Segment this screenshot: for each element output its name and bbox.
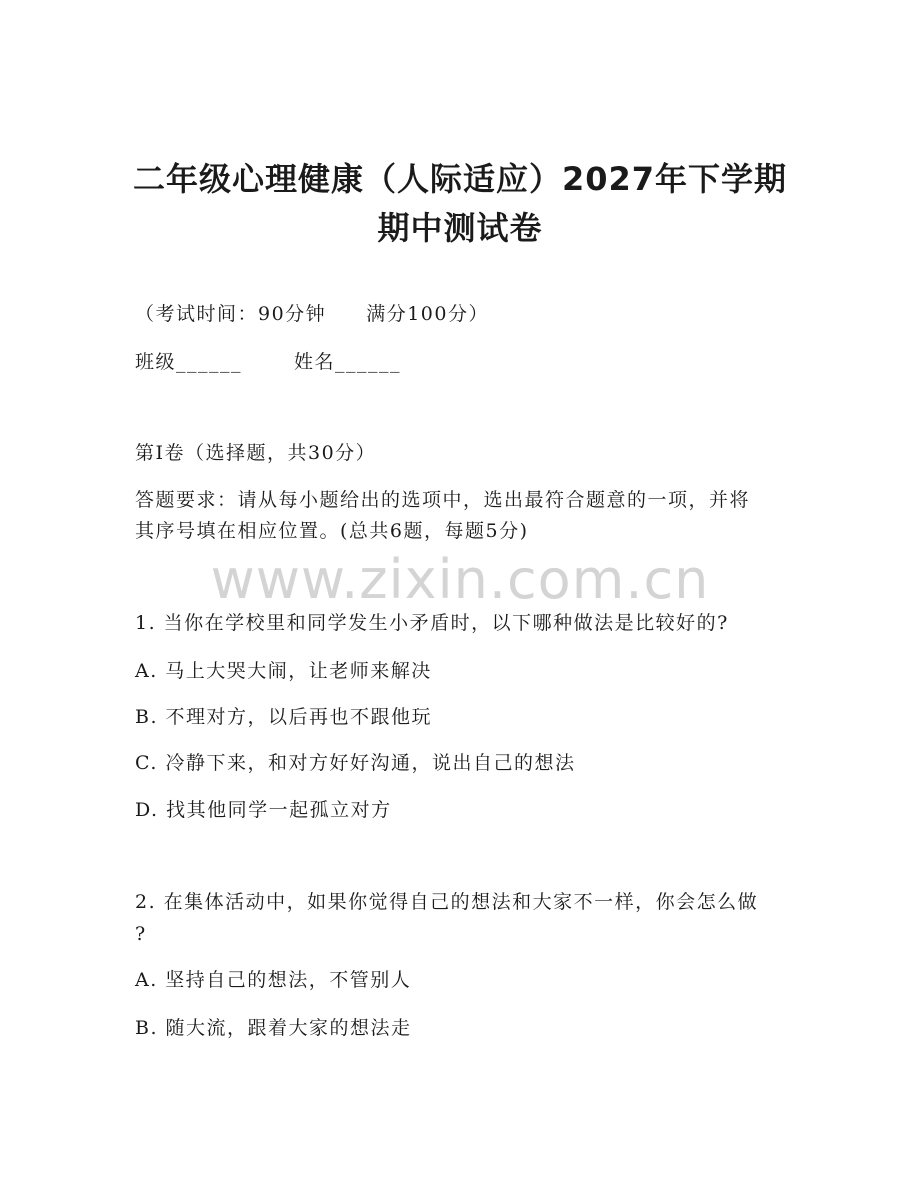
instructions-line-2: 其序号填在相应位置。(总共6题，每题5分) <box>135 520 529 542</box>
question-2-option-b: B. 随大流，跟着大家的想法走 <box>135 1017 412 1039</box>
instructions-line-1: 答题要求：请从每小题给出的选项中，选出最符合题意的一项，并将 <box>135 489 751 511</box>
question-1-option-b: B. 不理对方，以后再也不跟他玩 <box>135 706 433 728</box>
question-1-option-d: D. 找其他同学一起孤立对方 <box>135 799 392 821</box>
exam-info <box>135 301 489 327</box>
exam-time: （考试时间：90分钟 <box>135 303 327 325</box>
question-2-option-a: A. 坚持自己的想法，不管别人 <box>135 969 412 991</box>
section-heading: 第Ⅰ卷（选择题，共30分） <box>135 442 377 464</box>
watermark: www.zixin.com.cn <box>210 548 710 611</box>
class-field: 班级______ <box>135 351 243 373</box>
full-score: 满分100分） <box>366 303 489 325</box>
question-1-stem: 1. 当你在学校里和同学发生小矛盾时，以下哪种做法是比较好的? <box>135 612 729 634</box>
name-field: 姓名______ <box>294 351 402 373</box>
exam-title-line-1: 二年级心理健康（人际适应）2027年下学期 <box>132 160 788 198</box>
student-info <box>135 349 401 375</box>
question-2-stem-line-2: ? <box>135 923 147 945</box>
question-2-stem-line-1: 2. 在集体活动中，如果你觉得自己的想法和大家不一样，你会怎么做 <box>135 891 759 913</box>
question-1-option-c: C. 冷静下来，和对方好好沟通，说出自己的想法 <box>135 752 576 774</box>
exam-title-line-2: 期中测试卷 <box>377 209 543 247</box>
question-1-option-a: A. 马上大哭大闹，让老师来解决 <box>135 660 432 682</box>
